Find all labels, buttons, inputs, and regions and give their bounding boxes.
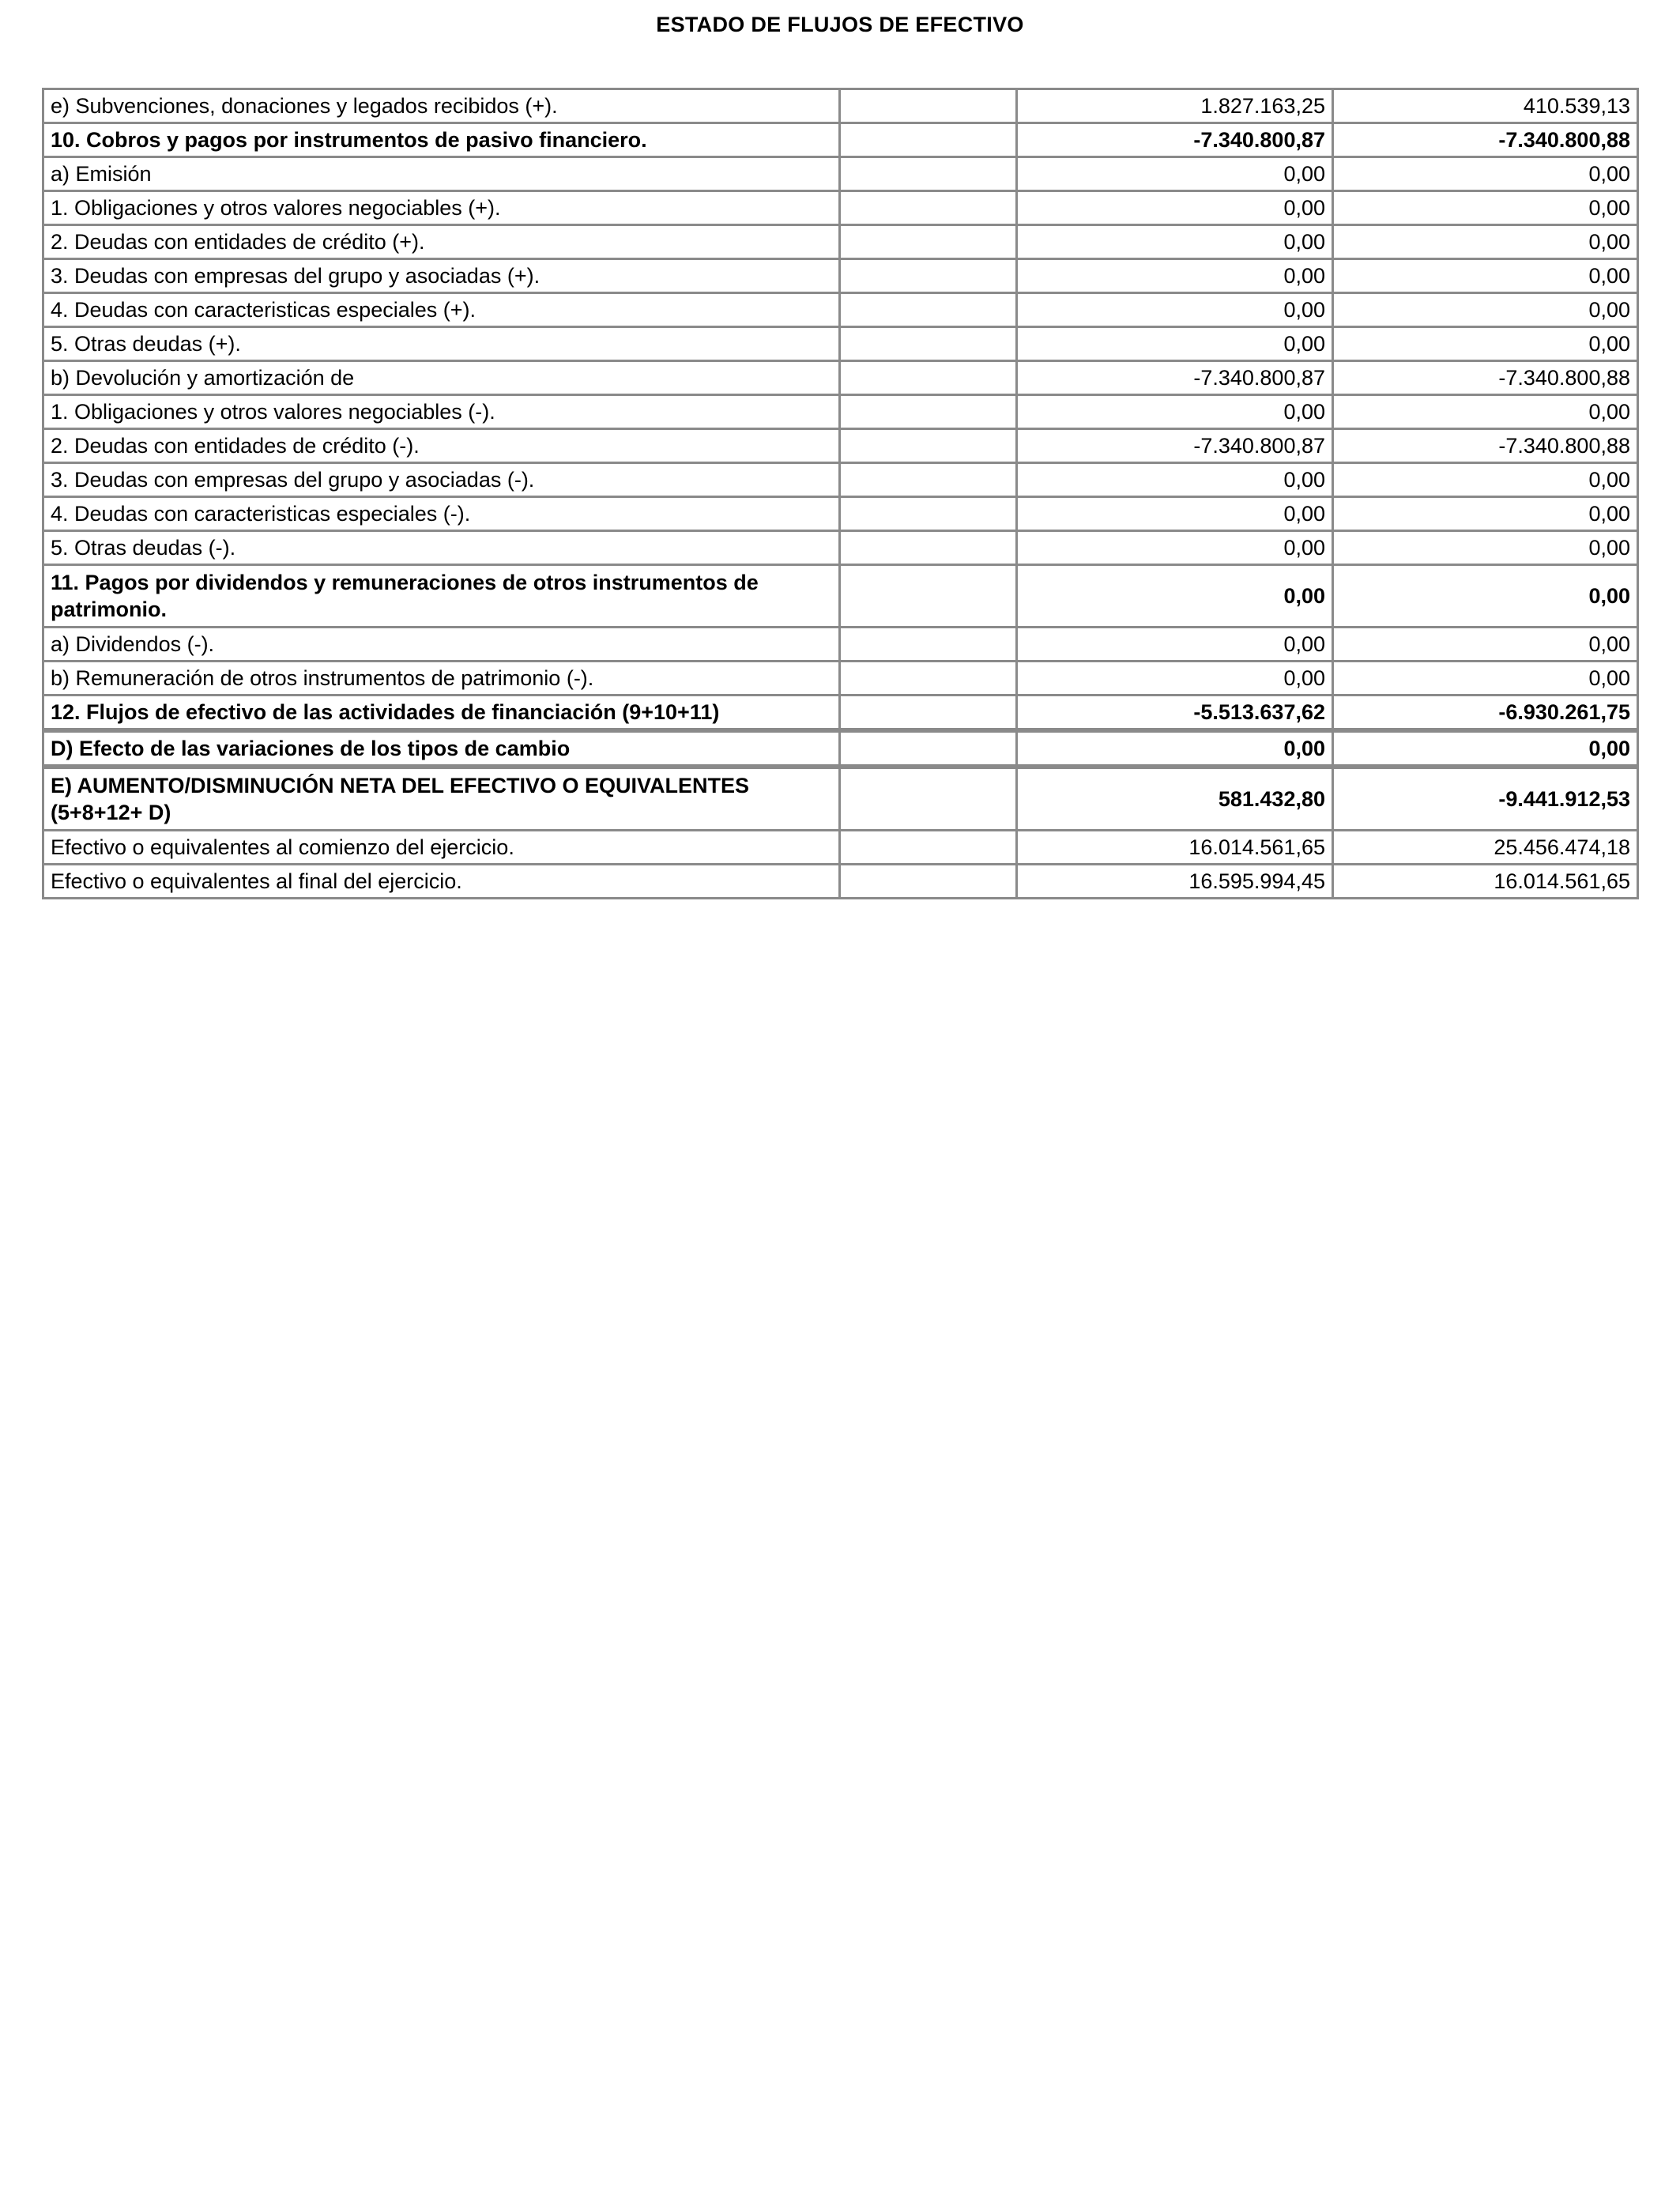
table-row	[43, 730, 1638, 767]
row-previous-value: 16.014.561,65	[1333, 865, 1638, 899]
row-concept: E) AUMENTO/DISMINUCIÓN NETA DEL EFECTIVO O EQUIVALENTES (5+8+12+ D)	[43, 767, 840, 831]
row-note	[840, 361, 1017, 395]
row-concept: 3. Deudas con empresas del grupo y asociadas (-).	[43, 463, 840, 497]
table-row	[43, 531, 1638, 565]
row-concept: 1. Obligaciones y otros valores negociables (-).	[43, 395, 840, 429]
row-current-value: 0,00	[1017, 395, 1333, 429]
table-row	[43, 831, 1638, 865]
row-concept: 4. Deudas con caracteristicas especiales (+).	[43, 293, 840, 327]
row-previous-value: 0,00	[1333, 191, 1638, 225]
row-note	[840, 157, 1017, 191]
row-concept: 12. Flujos de efectivo de las actividades de financiación (9+10+11)	[43, 696, 840, 731]
row-current-value: 0,00	[1017, 628, 1333, 662]
row-note	[840, 293, 1017, 327]
row-note	[840, 565, 1017, 628]
row-previous-value: 0,00	[1333, 259, 1638, 293]
page-title: ESTADO DE FLUJOS DE EFECTIVO	[656, 13, 1024, 36]
row-current-value: 0,00	[1017, 662, 1333, 696]
row-concept: Efectivo o equivalentes al comienzo del ejercicio.	[43, 831, 840, 865]
table-row	[43, 662, 1638, 696]
row-current-value: 0,00	[1017, 293, 1333, 327]
row-previous-value: 0,00	[1333, 225, 1638, 259]
row-current-value: 16.014.561,65	[1017, 831, 1333, 865]
row-concept: 2. Deudas con entidades de crédito (-).	[43, 429, 840, 463]
row-concept: b) Devolución y amortización de	[43, 361, 840, 395]
row-current-value: 0,00	[1017, 730, 1333, 767]
row-current-value: 1.827.163,25	[1017, 89, 1333, 123]
table-row	[43, 865, 1638, 899]
row-note	[840, 531, 1017, 565]
row-previous-value: 0,00	[1333, 565, 1638, 628]
row-concept: b) Remuneración de otros instrumentos de patrimonio (-).	[43, 662, 840, 696]
row-current-value: 0,00	[1017, 259, 1333, 293]
row-note	[840, 497, 1017, 531]
row-note	[840, 696, 1017, 731]
row-note	[840, 259, 1017, 293]
row-note	[840, 327, 1017, 361]
table-row	[43, 89, 1638, 123]
row-previous-value: 0,00	[1333, 497, 1638, 531]
row-note	[840, 662, 1017, 696]
row-concept: a) Emisión	[43, 157, 840, 191]
row-concept: 10. Cobros y pagos por instrumentos de pasivo financiero.	[43, 123, 840, 157]
row-previous-value: 0,00	[1333, 628, 1638, 662]
row-note	[840, 865, 1017, 899]
row-note	[840, 628, 1017, 662]
row-previous-value: 0,00	[1333, 293, 1638, 327]
row-current-value: 16.595.994,45	[1017, 865, 1333, 899]
table-row	[43, 225, 1638, 259]
row-current-value: 0,00	[1017, 191, 1333, 225]
row-note	[840, 429, 1017, 463]
row-current-value: 581.432,80	[1017, 767, 1333, 831]
table-row	[43, 767, 1638, 831]
row-note	[840, 831, 1017, 865]
row-note	[840, 730, 1017, 767]
row-concept: e) Subvenciones, donaciones y legados recibidos (+).	[43, 89, 840, 123]
row-concept: 11. Pagos por dividendos y remuneraciones de otros instrumentos de patrimonio.	[43, 565, 840, 628]
table-row	[43, 696, 1638, 731]
row-previous-value: -7.340.800,88	[1333, 123, 1638, 157]
row-previous-value: 0,00	[1333, 463, 1638, 497]
row-previous-value: 0,00	[1333, 730, 1638, 767]
row-previous-value: 0,00	[1333, 531, 1638, 565]
row-current-value: 0,00	[1017, 225, 1333, 259]
row-current-value: 0,00	[1017, 497, 1333, 531]
row-concept: D) Efecto de las variaciones de los tipos de cambio	[43, 730, 840, 767]
row-current-value: -7.340.800,87	[1017, 361, 1333, 395]
row-current-value: 0,00	[1017, 157, 1333, 191]
row-concept: 4. Deudas con caracteristicas especiales (-).	[43, 497, 840, 531]
table-row	[43, 628, 1638, 662]
table-row	[43, 327, 1638, 361]
table-row	[43, 395, 1638, 429]
row-note	[840, 767, 1017, 831]
cash-flow-table	[42, 88, 1639, 899]
row-concept: 3. Deudas con empresas del grupo y asociadas (+).	[43, 259, 840, 293]
row-concept: 1. Obligaciones y otros valores negociables (+).	[43, 191, 840, 225]
row-previous-value: -7.340.800,88	[1333, 429, 1638, 463]
row-previous-value: -9.441.912,53	[1333, 767, 1638, 831]
row-concept: 2. Deudas con entidades de crédito (+).	[43, 225, 840, 259]
row-previous-value: 25.456.474,18	[1333, 831, 1638, 865]
row-previous-value: -7.340.800,88	[1333, 361, 1638, 395]
row-previous-value: 0,00	[1333, 157, 1638, 191]
table-row	[43, 123, 1638, 157]
row-concept: a) Dividendos (-).	[43, 628, 840, 662]
row-concept: Efectivo o equivalentes al final del ejercicio.	[43, 865, 840, 899]
table-row	[43, 157, 1638, 191]
row-current-value: 0,00	[1017, 531, 1333, 565]
row-previous-value: 410.539,13	[1333, 89, 1638, 123]
table-row	[43, 463, 1638, 497]
row-previous-value: -6.930.261,75	[1333, 696, 1638, 731]
table-row	[43, 259, 1638, 293]
row-note	[840, 463, 1017, 497]
table-row	[43, 497, 1638, 531]
row-previous-value: 0,00	[1333, 662, 1638, 696]
row-current-value: 0,00	[1017, 565, 1333, 628]
table-row	[43, 361, 1638, 395]
row-current-value: -5.513.637,62	[1017, 696, 1333, 731]
row-concept: 5. Otras deudas (-).	[43, 531, 840, 565]
row-note	[840, 225, 1017, 259]
row-previous-value: 0,00	[1333, 327, 1638, 361]
row-current-value: -7.340.800,87	[1017, 429, 1333, 463]
row-concept: 5. Otras deudas (+).	[43, 327, 840, 361]
row-previous-value: 0,00	[1333, 395, 1638, 429]
row-note	[840, 89, 1017, 123]
table-row	[43, 293, 1638, 327]
row-note	[840, 191, 1017, 225]
table-row	[43, 191, 1638, 225]
row-note	[840, 123, 1017, 157]
row-current-value: -7.340.800,87	[1017, 123, 1333, 157]
row-note	[840, 395, 1017, 429]
table-row	[43, 565, 1638, 628]
row-current-value: 0,00	[1017, 463, 1333, 497]
row-current-value: 0,00	[1017, 327, 1333, 361]
table-row	[43, 429, 1638, 463]
